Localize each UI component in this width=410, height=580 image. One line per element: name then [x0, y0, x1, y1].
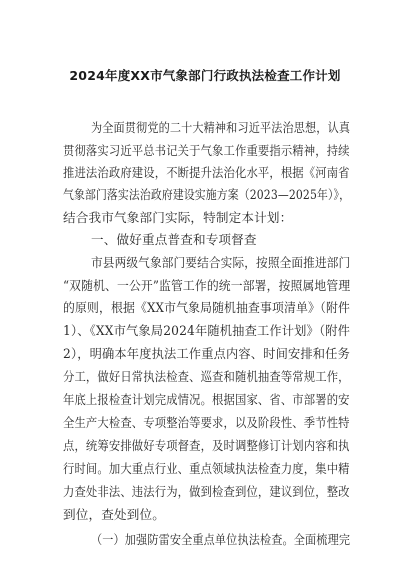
body-line: 贯彻落实习近平总书记关于气象工作重要指示精神，持续 [63, 143, 350, 158]
body-line: 为全面贯彻党的二十大精神和习近平法治思想，认真 [91, 120, 351, 135]
body-line: 行时间。加大重点行业、重点领域执法检查力度，集中精 [63, 461, 350, 476]
body-line: 分工，做好日常执法检查、巡查和随机抽查等常规工作， [63, 369, 350, 384]
body-line: 结合我市气象部门实际，特制定本计划： [63, 210, 293, 225]
body-line: 1）、《XX市气象局2024年随机抽查工作计划》（附件 [63, 323, 351, 338]
body-line: 年底上报检查计划完成情况。根据国家、省、市部署的安 [63, 392, 350, 407]
body-line: 气象部门落实法治政府建设实施方案（2023—2025年）》， [63, 187, 351, 202]
body-line: 点，统筹安排做好专项督查，及时调整修订计划内容和执 [63, 438, 350, 453]
document-title: 2024年度XX市气象部门行政执法检查工作计划 [69, 68, 341, 83]
body-line: 一、做好重点普查和专项督查 [91, 232, 257, 247]
body-line: 到位，查处到位。 [63, 507, 165, 522]
body-line: “双随机、一公开”监管工作的统一部署，按照属地管理 [63, 278, 351, 293]
body-line: 的原则，根据《XX市气象局随机抽查事项清单》（附件 [63, 300, 351, 315]
body-line: 市县两级气象部门要结合实际，按照全面推进部门 [91, 255, 351, 270]
body-line: 全生产大检查、专项整治等要求，以及阶段性、季节性特 [63, 415, 350, 430]
body-line: 力查处非法、违法行为，做到检查到位，建议到位，整改 [63, 484, 350, 499]
body-line: 推进法治政府建设，不断提升法治化水平，根据《河南省 [63, 165, 350, 180]
body-line: 2），明确本年度执法工作重点内容、时间安排和任务 [63, 346, 350, 361]
body-line: （一）加强防雷安全重点单位执法检查。全面梳理完 [91, 532, 351, 547]
